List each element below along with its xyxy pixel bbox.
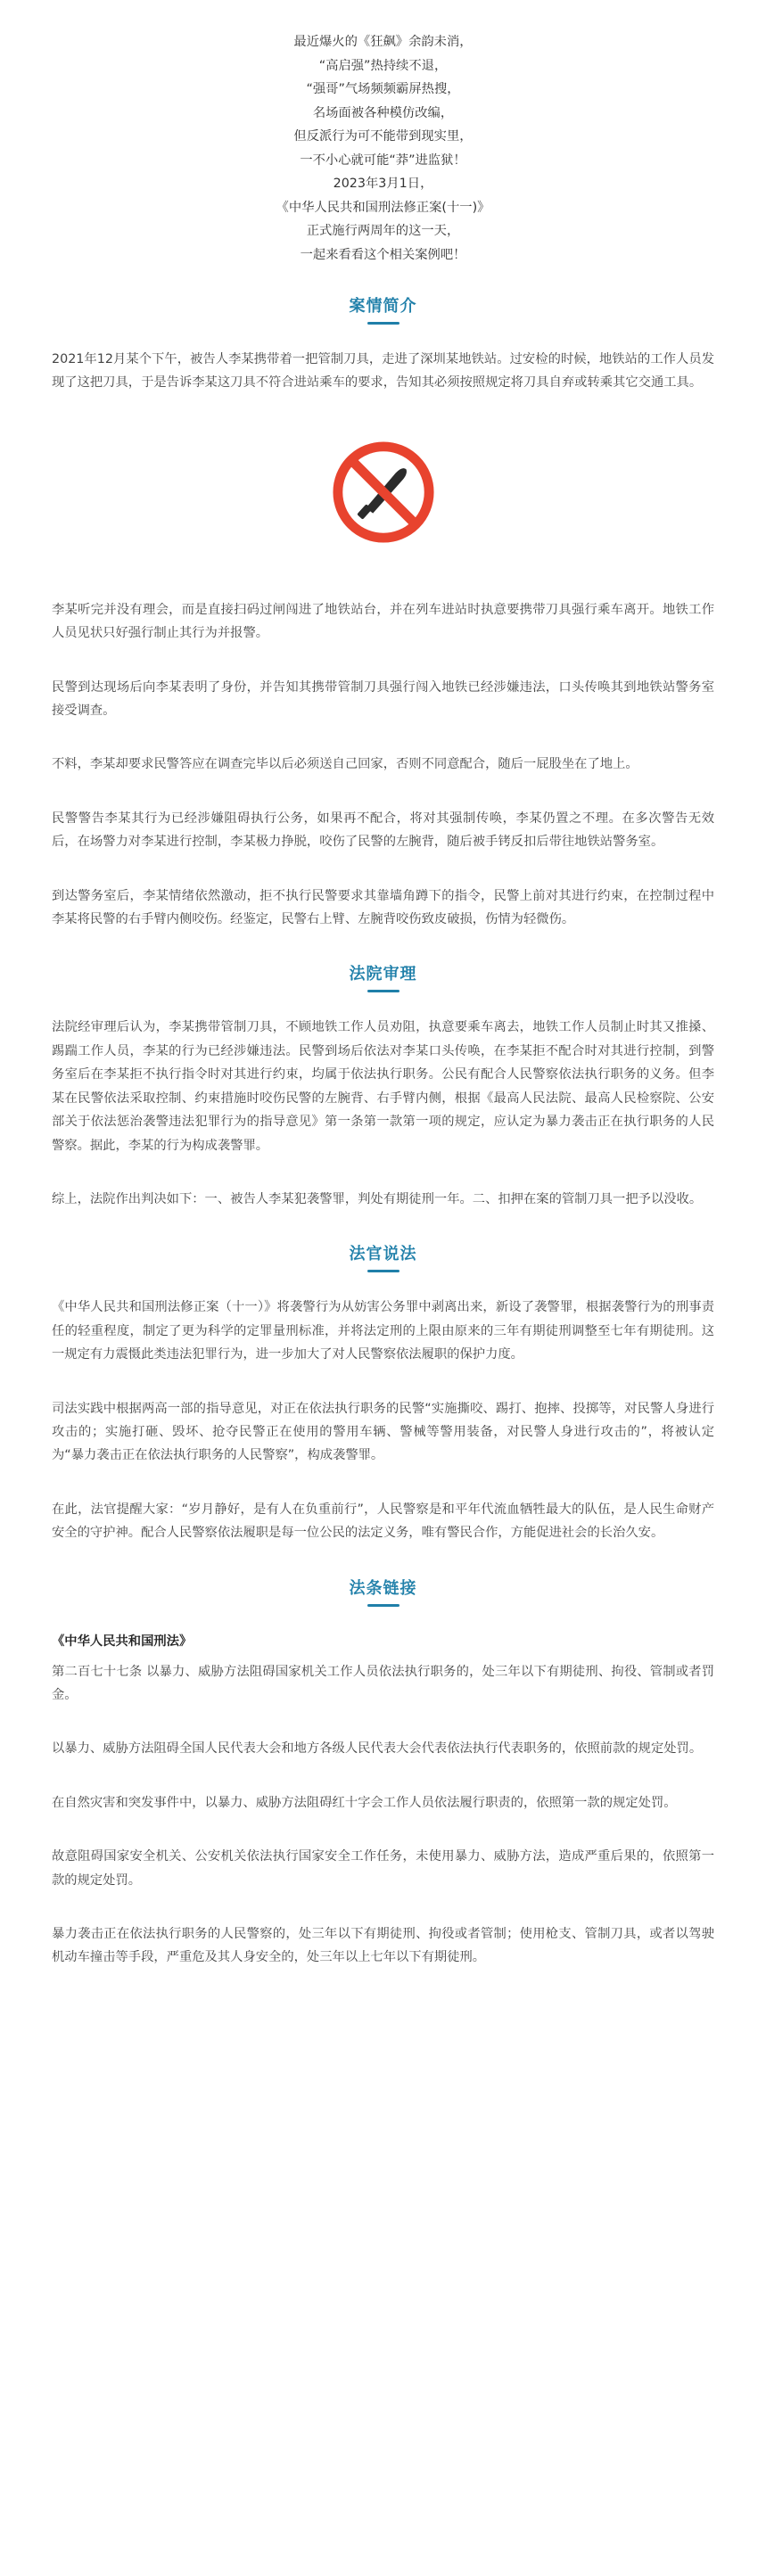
intro-line: 一起来看看这个相关案例吧！ xyxy=(300,247,466,262)
law-name: 《中华人民共和国刑法》 xyxy=(52,1634,193,1649)
law-article: 在自然灾害和突发事件中，以暴力、威胁方法阻碍红十字会工作人员依法履行职责的，依照第一款的规定处罚。 xyxy=(52,1795,677,1810)
intro-line: 2023年3月1日， xyxy=(333,177,433,191)
paragraph: 在此，法官提醒大家：“岁月静好，是有人在负重前行”，人民警察是和平年代流血牺牲最大的队伍，是人民生命财产安全的守护神。配合人民警察依法履职是每一位公民的法定义务，唯有警民合作，方能促进社会的长治久安。 xyxy=(52,1502,714,1541)
paragraph: 2021年12月某个下午，被告人李某携带着一把管制刀具，走进了深圳某地铁站。过安检的时候，地铁站的工作人员发现了这把刀具，于是告诉李某这刀具不符合进站乘车的要求，告知其必须按照规定将刀具自弃或转乘其它交通工具。 xyxy=(52,352,714,391)
intro-line: 但反派行为可不能带到现实里， xyxy=(293,129,473,144)
section-heading-law xyxy=(52,1576,714,1607)
law-article: 第二百七十七条 以暴力、威胁方法阻碍国家机关工作人员依法执行职务的，处三年以下有期徒刑、拘役、管制或者罚金。 xyxy=(52,1664,714,1702)
paragraph: 法院经审理后认为，李某携带管制刀具，不顾地铁工作人员劝阻，执意要乘车离去，地铁工作人员制止时其又推搡、踢踹工作人员，李某的行为已经涉嫌违法。民警到场后依法对李某口头传唤，在李某拒不配合时对其进行控制，到警务室后在李某拒不执行指令时对其进行约束，均属于依法执行职务。公民有配合人民警察依法执行职务的义务。但李某在民警依法采取控制、约束措施时咬伤民警的左腕背、右手臂内侧，根据《最高人民法院、最高人民检察院、公安部关于依法惩治袭警违法犯罪行为的指导意见》第一条第一款第一项的规定，应认定为暴力袭击正在执行职务的人民警察。据此，李某的行为构成袭警罪。 xyxy=(52,1020,714,1153)
paragraph: 司法实践中根据两高一部的指导意见，对正在依法执行职务的民警“实施撕咬、踢打、抱摔、投掷等，对民警人身进行攻击的；实施打砸、毁坏、抢夺民警正在使用的警用车辆、警械等警用装备，对民警人身进行攻击的”，将被认定为“暴力袭击正在依法执行职务的人民警察”，构成袭警罪。 xyxy=(52,1401,714,1463)
section-underline xyxy=(367,990,399,992)
intro-line: 最近爆火的《狂飙》余韵未消， xyxy=(293,35,473,49)
law-article: 以暴力、威胁方法阻碍全国人民代表大会和地方各级人民代表大会代表依法执行代表职务的，依照前款的规定处罚。 xyxy=(52,1741,703,1757)
intro-line: 一不小心就可能“莽”进监狱！ xyxy=(300,152,466,168)
section-underline xyxy=(367,1270,399,1272)
section-title: 法官说法 xyxy=(349,1245,417,1264)
section-underline xyxy=(367,322,399,325)
paragraph: 不料，李某却要求民警答应在调查完毕以后必须送自己回家，否则不同意配合，随后一屁股坐在了地上。 xyxy=(52,757,638,772)
section-title: 法院审理 xyxy=(349,965,417,984)
no-knife-figure xyxy=(52,440,714,545)
intro-block xyxy=(52,30,714,267)
law-article: 暴力袭击正在依法执行职务的人民警察的，处三年以下有期徒刑、拘役或者管制；使用枪支、管制刀具，或者以驾驶机动车撞击等手段，严重危及其人身安全的，处三年以上七年以下有期徒刑。 xyxy=(52,1927,714,1965)
paragraph: 综上，法院作出判决如下：一、被告人李某犯袭警罪，判处有期徒刑一年。二、扣押在案的管制刀具一把予以没收。 xyxy=(52,1191,703,1206)
section-underline xyxy=(367,1604,399,1607)
law-article: 故意阻碍国家安全机关、公安机关依法执行国家安全工作任务，未使用暴力、威胁方法，造成严重后果的，依照第一款的规定处罚。 xyxy=(52,1849,714,1888)
paragraph: 李某听完并没有理会，而是直接扫码过闸闯进了地铁站台，并在列车进站时执意要携带刀具强行乘车离开。地铁工作人员见状只好强行制止其行为并报警。 xyxy=(52,602,714,641)
section-heading-judge xyxy=(52,1241,714,1272)
intro-line: 正式施行两周年的这一天， xyxy=(306,224,460,238)
intro-line: 名场面被各种模仿改编， xyxy=(312,105,454,120)
intro-line: “高启强”热持续不退， xyxy=(318,58,448,73)
intro-line: “强哥”气场频频霸屏热搜， xyxy=(306,82,460,96)
paragraph: 到达警务室后，李某情绪依然激动，拒不执行民警要求其靠墙角蹲下的指令，民警上前对其进行约束，在控制过程中李某将民警的右手臂内侧咬伤。经鉴定，民警右上臂、左腕背咬伤致皮破损，伤情为轻微伤。 xyxy=(52,888,714,927)
paragraph: 民警警告李某其行为已经涉嫌阻碍执行公务，如果再不配合，将对其强制传唤，李某仍置之不理。在多次警告无效后，在场警力对李某进行控制，李某极力挣脱，咬伤了民警的左腕背，随后被手铐反扣后带往地铁站警务室。 xyxy=(52,811,714,850)
section-heading-case xyxy=(52,293,714,325)
paragraph: 《中华人民共和国刑法修正案（十一）》将袭警行为从妨害公务罪中剥离出来，新设了袭警罪，根据袭警行为的刑事责任的轻重程度，制定了更为科学的定罪量刑标准，并将法定刑的上限由原来的三年有期徒刑调整至七年有期徒刑。这一规定有力震慑此类违法犯罪行为，进一步加大了对人民警察依法履职的保护力度。 xyxy=(52,1300,714,1362)
intro-line: 《中华人民共和国刑法修正案(十一)》 xyxy=(276,200,490,215)
section-title: 案情简介 xyxy=(349,297,417,316)
paragraph: 民警到达现场后向李某表明了身份，并告知其携带管制刀具强行闯入地铁已经涉嫌违法，口头传唤其到地铁站警务室接受调查。 xyxy=(52,679,714,719)
section-heading-court xyxy=(52,961,714,992)
no-knife-icon xyxy=(331,440,436,545)
section-title: 法条链接 xyxy=(349,1578,417,1598)
